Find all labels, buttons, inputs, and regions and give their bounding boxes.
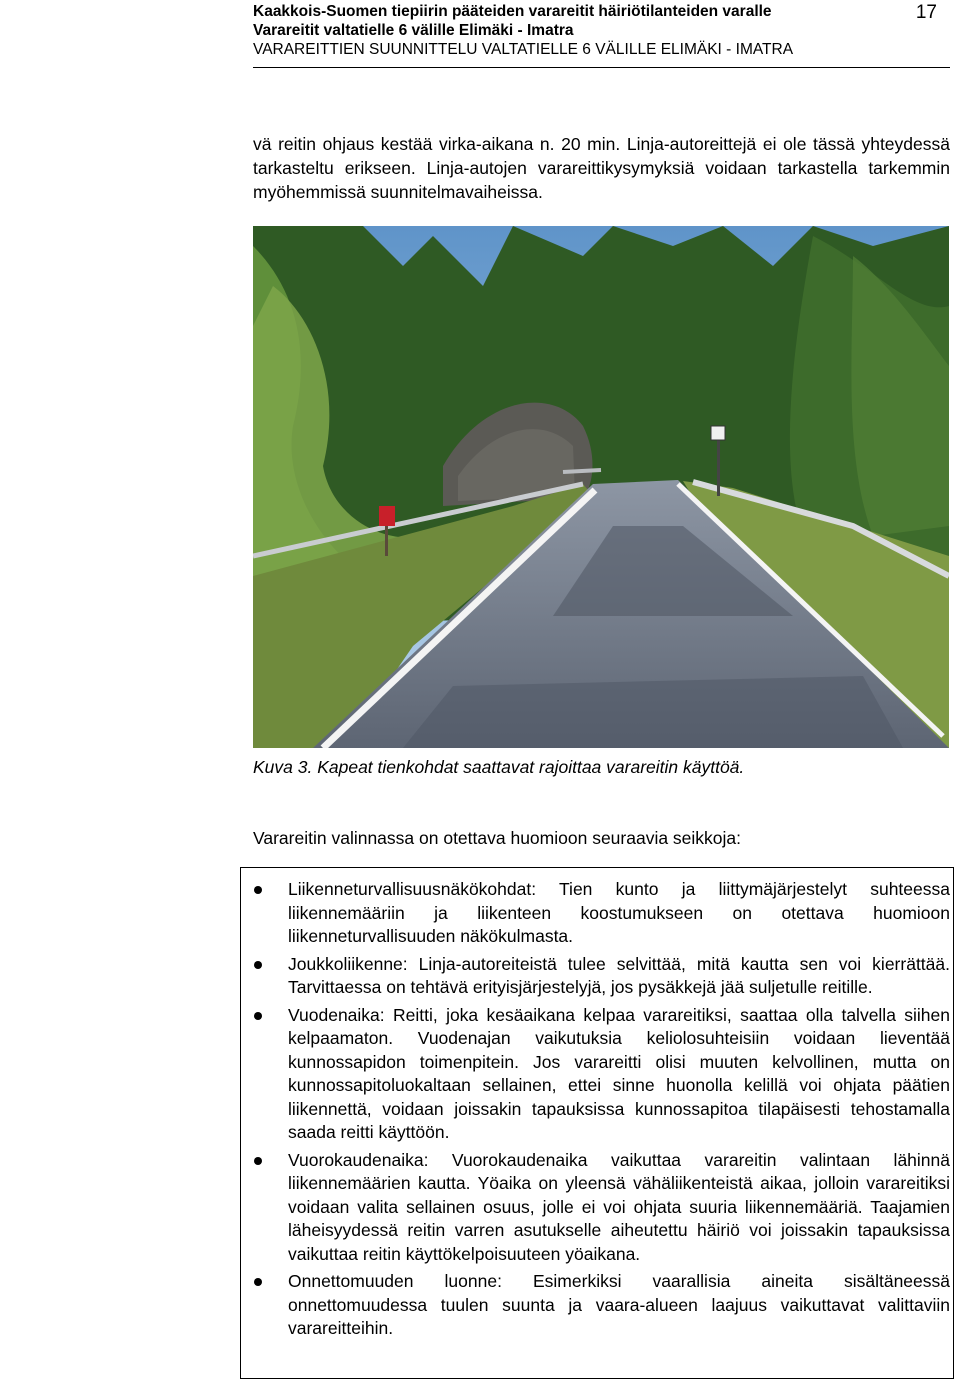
page-header: [253, 2, 953, 59]
page-number: 17: [915, 2, 937, 23]
intro-paragraph: vä reitin ohjaus kestää virka-aikana n. 20 min. Linja-autoreittejä ei ole tässä yhteydessä tarkasteltu erikseen. Linja-autojen varareittikysymyksiä voidaan tarkastella tarkemmin myöhemmissä suunnitelmavaiheissa.: [253, 134, 950, 202]
bullet-icon: [254, 886, 262, 894]
bullet-icon: [254, 1278, 262, 1286]
road-photo: [253, 226, 949, 748]
figure-caption: Kuva 3. Kapeat tienkohdat saattavat rajoittaa varareitin käyttöä.: [253, 757, 745, 777]
considerations-box: [240, 867, 954, 1379]
lead-paragraph: Varareitin valinnassa on otettava huomioon seuraavia seikkoja:: [253, 828, 742, 848]
list-item: [241, 878, 953, 949]
list-item: [241, 953, 953, 1000]
list-item-text: Vuorokaudenaika: Vuorokaudenaika vaikuttaa varareitin valintaan lähinnä liikennemäärien kautta. Yöaika on yleensä vähäliikenteistä aikaa, jolloin varareitiksi voidaan valita sellainen osuus, jolle ei voi ohjata suuria liikennemääriä. Taajamien läheisyydessä reitin varren asutukselle aiheutettu häiriö voi joissakin tapauksissa vaikuttaa reitin käyttökelpoisuuteen yöaikana.: [288, 1149, 950, 1264]
header-subtitle: Varareitit valtatielle 6 välille Elimäki - Imatra: [253, 22, 574, 39]
header-title: Kaakkois-Suomen tiepiirin pääteiden varareitit häiriötilanteiden varalle: [253, 3, 772, 20]
list-item: [241, 1004, 953, 1145]
list-item-text: Liikenneturvallisuusnäkökohdat: Tien kunto ja liittymäjärjestelyt suhteessa liikennemääriin ja liikenteen koostumukseen on otettava huomioon liikenneturvallisuuden näkökulmasta.: [288, 879, 950, 946]
list-item-text: Onnettomuuden luonne: Esimerkiksi vaarallisia aineita sisältäneessä onnettomuudessa tuulen suunta ja vaara-alueen laajuus vaikuttavat valittaviin varareitteihin.: [288, 1271, 950, 1338]
bullet-icon: [254, 961, 262, 969]
list-item-text: Joukkoliikenne: Linja-autoreiteistä tulee selvittää, mitä kautta sen voi kierrättää. Tarvittaessa on tehtävä erityisjärjestelyjä, jos pysäkkejä jää suljetulle reitille.: [288, 953, 950, 997]
considerations-list: [241, 868, 953, 1341]
list-item: [241, 1149, 953, 1267]
bullet-icon: [254, 1157, 262, 1165]
bullet-icon: [254, 1012, 262, 1020]
header-section: VARAREITTIEN SUUNNITTELU VALTATIELLE 6 VÄLILLE ELIMÄKI - IMATRA: [253, 41, 794, 58]
list-item-text: Vuodenaika: Reitti, joka kesäaikana kelpaa varareitiksi, saattaa olla talvella siihen kelpaamaton. Vuodenajan vaikutuksia keliolosuhteisiin voidaan lieventää kunnossapidon toimenpitein. Jos varareitti olisi muuten kelvollinen, mutta on kunnossapitoluokaltaan sellainen, ettei sinne huonolla kelillä voi ohjata päätien liikennettä, voidaan joissakin tapauksissa kunnossapitoa tilapäisesti tehostamalla saada reitti käyttöön.: [288, 1004, 950, 1142]
list-item: [241, 1270, 953, 1341]
header-divider: [253, 67, 950, 68]
